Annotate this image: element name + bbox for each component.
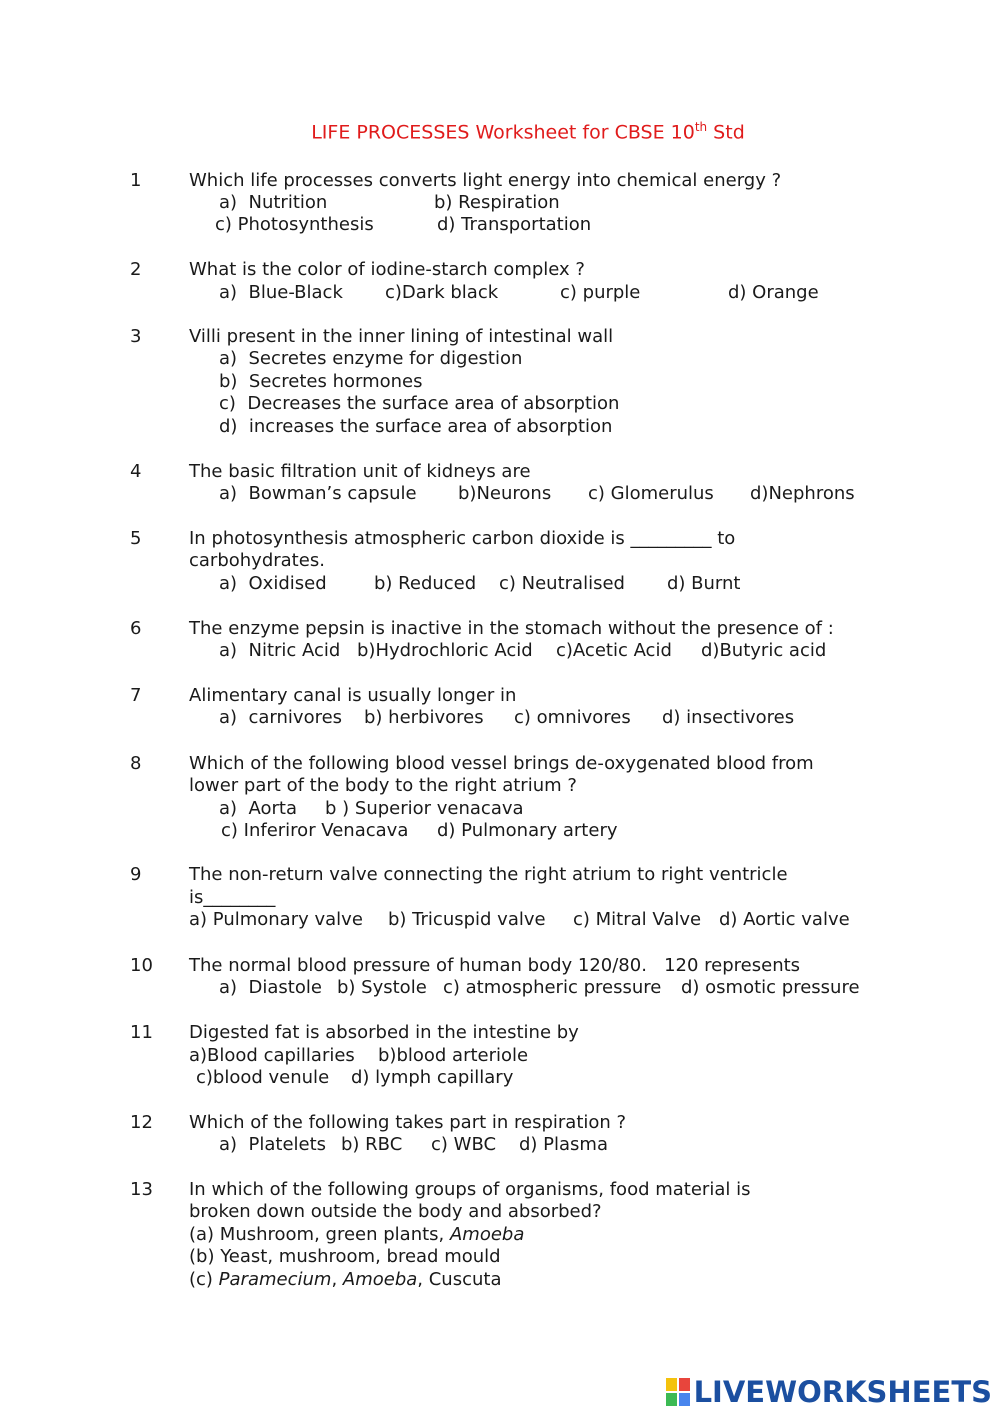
option: a) Bowman’s capsule [219, 483, 417, 504]
option: b ) Superior venacava [325, 798, 524, 819]
question-text: What is the color of iodine-starch complex ? [189, 259, 585, 280]
option: c) Decreases the surface area of absorption [219, 393, 620, 414]
question-number: 9 [130, 864, 142, 885]
question-number: 1 [130, 170, 142, 191]
option: d) lymph capillary [351, 1067, 514, 1088]
option: d) Plasma [519, 1134, 608, 1155]
option: a) Nitric Acid [219, 640, 341, 661]
question-number: 7 [130, 685, 142, 706]
option: c) omnivores [514, 707, 631, 728]
option: d) Transportation [437, 214, 592, 235]
option: d) Burnt [667, 573, 741, 594]
liveworksheets-logo[interactable] [666, 1375, 992, 1409]
option-c: (c) Paramecium, Amoeba, Cuscuta [189, 1269, 502, 1290]
option: a) Diastole [219, 977, 322, 998]
question-text: Alimentary canal is usually longer in [189, 685, 517, 706]
question-number: 11 [130, 1022, 153, 1043]
option: d) Orange [728, 282, 819, 303]
option: b)Neurons [458, 483, 552, 504]
option: b) Tricuspid valve [388, 909, 546, 930]
option-b: (b) Yeast, mushroom, bread mould [189, 1246, 501, 1267]
option: c) Photosynthesis [215, 214, 374, 235]
option: d)Butyric acid [701, 640, 827, 661]
question-number: 10 [130, 955, 153, 976]
option: b) RBC [341, 1134, 403, 1155]
option: b) Systole [337, 977, 427, 998]
question-text-cont: is________ [189, 887, 276, 908]
question-text: In photosynthesis atmospheric carbon dioxide is _________ to [189, 528, 736, 549]
question-number: 4 [130, 461, 142, 482]
option: b)Hydrochloric Acid [357, 640, 533, 661]
option: c)Acetic Acid [556, 640, 672, 661]
brand-name: LIVEWORKSHEETS [693, 1375, 992, 1409]
option: b)blood arteriole [378, 1045, 529, 1066]
question-text: Digested fat is absorbed in the intestine by [189, 1022, 579, 1043]
question-text: Villi present in the inner lining of intestinal wall [189, 326, 614, 347]
option: d) osmotic pressure [681, 977, 860, 998]
option: a) Platelets [219, 1134, 327, 1155]
option: a) Nutrition [219, 192, 328, 213]
option: c) Glomerulus [588, 483, 714, 504]
question-text-cont: lower part of the body to the right atrium ? [189, 775, 577, 796]
question-text: The normal blood pressure of human body 120/80. 120 represents [189, 955, 801, 976]
question-text-cont: carbohydrates. [189, 550, 325, 571]
option: b) herbivores [364, 707, 484, 728]
option: a)Blood capillaries [189, 1045, 355, 1066]
option: a) Blue-Black [219, 282, 343, 303]
title-main: LIFE PROCESSES Worksheet for CBSE 10 [311, 121, 695, 144]
question-text: The enzyme pepsin is inactive in the stomach without the presence of : [189, 618, 834, 639]
question-text: The non-return valve connecting the right atrium to right ventricle [189, 864, 788, 885]
option: a) Pulmonary valve [189, 909, 363, 930]
option: c) Neutralised [499, 573, 625, 594]
logo-mark-icon [666, 1378, 690, 1406]
option: a) carnivores [219, 707, 343, 728]
option: b) Secretes hormones [219, 371, 423, 392]
option: d) Aortic valve [719, 909, 850, 930]
question-number: 2 [130, 259, 142, 280]
option: a) Secretes enzyme for digestion [219, 348, 523, 369]
question-text: Which of the following blood vessel brings de-oxygenated blood from [189, 753, 814, 774]
option: d) increases the surface area of absorption [219, 416, 613, 437]
title-tail: Std [707, 121, 745, 144]
question-text: Which life processes converts light energy into chemical energy ? [189, 170, 782, 191]
option: c) WBC [431, 1134, 497, 1155]
option: a) Aorta [219, 798, 297, 819]
question-text-cont: broken down outside the body and absorbed? [189, 1201, 602, 1222]
page-title [0, 120, 1000, 143]
question-number: 12 [130, 1112, 153, 1133]
option-a: (a) Mushroom, green plants, Amoeba [189, 1224, 525, 1245]
option: c)blood venule [196, 1067, 330, 1088]
question-number: 8 [130, 753, 142, 774]
question-number: 5 [130, 528, 142, 549]
option: c)Dark black [385, 282, 499, 303]
question-text: The basic filtration unit of kidneys are [189, 461, 531, 482]
question-number: 3 [130, 326, 142, 347]
option: d) Pulmonary artery [437, 820, 618, 841]
option: d) insectivores [662, 707, 795, 728]
title-sup: th [694, 120, 708, 134]
option: c) Mitral Valve [573, 909, 702, 930]
option: c) Inferiror Venacava [221, 820, 409, 841]
option: b) Respiration [434, 192, 560, 213]
option: c) atmospheric pressure [443, 977, 662, 998]
option: a) Oxidised [219, 573, 327, 594]
question-number: 13 [130, 1179, 153, 1200]
question-number: 6 [130, 618, 142, 639]
option: c) purple [560, 282, 641, 303]
question-text: Which of the following takes part in respiration ? [189, 1112, 627, 1133]
option: b) Reduced [374, 573, 477, 594]
option: d)Nephrons [750, 483, 855, 504]
question-text: In which of the following groups of organisms, food material is [189, 1179, 751, 1200]
